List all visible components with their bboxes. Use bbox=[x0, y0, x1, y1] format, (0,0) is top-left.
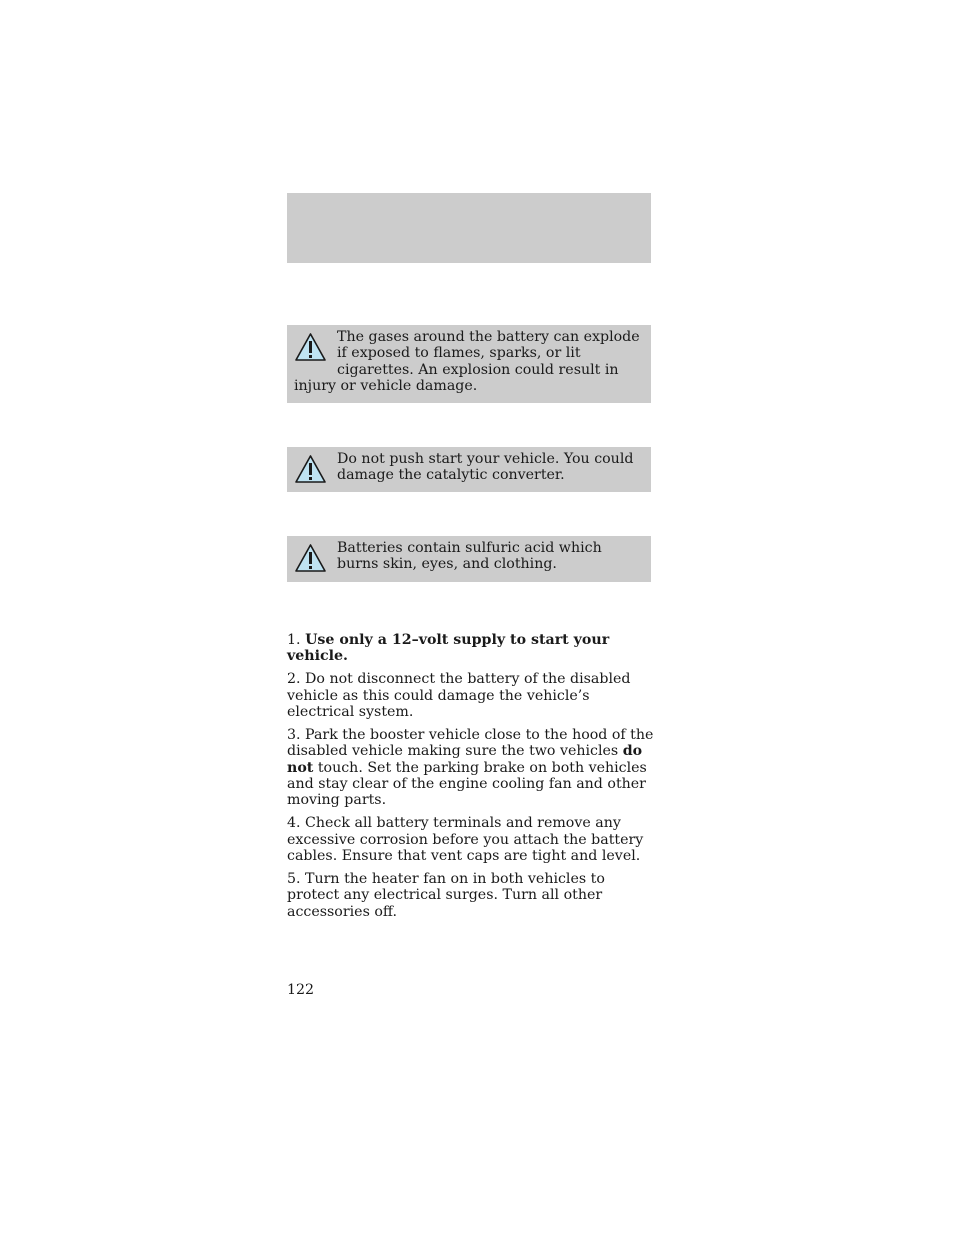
step-3-pre-text: 3. Park the booster vehicle close to the hood of the disabled vehicle making sure the two vehicles bbox=[287, 726, 654, 760]
jump-start-steps bbox=[287, 632, 655, 926]
header-band bbox=[287, 193, 651, 263]
warning-text: Batteries contain sulfuric acid which burns skin, eyes, and clothing. bbox=[337, 540, 602, 573]
warning-triangle-icon bbox=[294, 332, 327, 362]
page-number: 122 bbox=[287, 982, 315, 998]
step-2: 2. Do not disconnect the battery of the disabled vehicle as this could damage the vehicle’s electrical system. bbox=[287, 671, 631, 721]
warning-box-sulfuric-acid bbox=[287, 536, 651, 582]
step-4: 4. Check all battery terminals and remove any excessive corrosion before you attach the battery cables. Ensure that vent caps are tight and level. bbox=[287, 815, 644, 865]
warning-box-push-start bbox=[287, 447, 651, 492]
step-3 bbox=[287, 727, 655, 809]
warning-text: The gases around the battery can explode if exposed to flames, sparks, or lit cigarettes. An explosion could result in injury or vehicle damage. bbox=[294, 329, 640, 395]
step-1 bbox=[287, 632, 655, 665]
step-3-bold-text: do not bbox=[287, 743, 643, 776]
warning-triangle-icon bbox=[294, 543, 327, 573]
step-1-bold-text: Use only a 12–volt supply to start your vehicle. bbox=[287, 632, 610, 665]
warning-text: Do not push start your vehicle. You could damage the catalytic converter. bbox=[337, 451, 634, 484]
step-number: 1. bbox=[287, 632, 301, 648]
step-5: 5. Turn the heater fan on in both vehicles to protect any electrical surges. Turn all other accessories off. bbox=[287, 870, 605, 920]
step-3-post-text: touch. Set the parking brake on both vehicles and stay clear of the engine cooling fan and other moving parts. bbox=[287, 759, 647, 809]
warning-box-battery-gases bbox=[287, 325, 651, 403]
warning-triangle-icon bbox=[294, 454, 327, 484]
